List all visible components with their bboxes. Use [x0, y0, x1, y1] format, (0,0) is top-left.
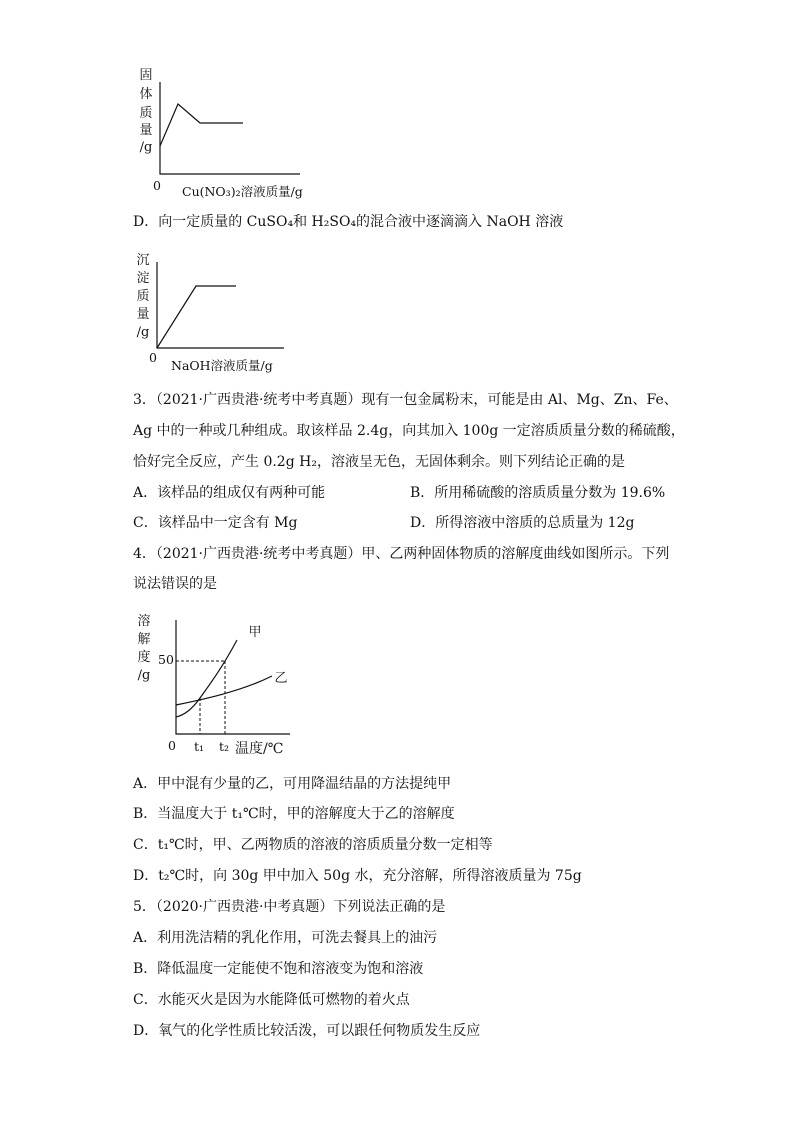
q4-line-1: 4．（2021·广西贵港·统考中考真题）甲、乙两种固体物质的溶解度曲线如图所示。下列 [133, 546, 670, 562]
chart-curve-jia [176, 640, 237, 717]
chart-x-label: 温度/℃ [235, 741, 284, 757]
graph1-y-label-5: /g [139, 140, 153, 155]
chart-y-label-2: 解 [137, 632, 151, 647]
q5-option-c: C．水能灭火是因为水能降低可燃物的着火点 [133, 992, 410, 1008]
q3-line-2: Ag 中的一种或几种组成。取该样品 2.4g，向其加入 100g 一定溶质质量分数的稀硫酸， [133, 423, 685, 439]
graph1-x-label: Cu(NO₃)₂溶液质量/g [182, 184, 303, 199]
q3-option-c: C．该样品中一定含有 Mg [133, 515, 298, 531]
q4-option-a: A．甲中混有少量的乙，可用降温结晶的方法提纯甲 [133, 776, 452, 792]
q3-option-b: B．所用稀硫酸的溶质质量分数为 19.6% [410, 485, 666, 501]
option-d-prev-question: D．向一定质量的 CuSO₄和 H₂SO₄的混合液中逐滴滴入 NaOH 溶液 [133, 214, 564, 230]
q5-option-d: D．氧气的化学性质比较活泼，可以跟任何物质发生反应 [133, 1023, 481, 1039]
chart-y-label-1: 溶 [137, 614, 151, 629]
chart-origin: 0 [168, 738, 176, 753]
graph2-y-label-1: 沉 [136, 253, 150, 268]
graph2-y-label-2: 淀 [136, 271, 150, 286]
chart-y-tick-50: 50 [158, 652, 174, 667]
q3-option-d: D．所得溶液中溶质的总质量为 12g [410, 515, 635, 531]
graph1-origin: 0 [153, 178, 161, 193]
q4-option-b: B．当温度大于 t₁℃时，甲的溶解度大于乙的溶解度 [133, 806, 455, 822]
q5-line: 5．（2020·广西贵港·中考真题）下列说法正确的是 [133, 899, 446, 915]
graph2-origin: 0 [149, 350, 157, 365]
q4-option-c: C．t₁℃时，甲、乙两物质的溶液的溶质质量分数一定相等 [133, 837, 493, 853]
q3-line-3: 恰好完全反应，产生 0.2g H₂，溶液呈无色，无固体剩余。则下列结论正确的是 [133, 454, 625, 470]
graph2-y-label-4: 量 [136, 307, 150, 322]
graph2-y-label-5: /g [136, 325, 150, 340]
graph2-y-label-3: 质 [136, 289, 150, 304]
chart-tick-t1: t₁ [194, 739, 205, 754]
q4-option-d: D．t₂℃时，向 30g 甲中加入 50g 水，充分溶解，所得溶液质量为 75g [133, 868, 582, 884]
q3-line-1: 3．（2021·广西贵港·统考中考真题）现有一包金属粉末，可能是由 Al、Mg、Zn、Fe、 [133, 392, 678, 408]
graph1-y-label-2: 体 [139, 87, 153, 102]
graph1-y-label-4: 量 [139, 123, 153, 138]
chart-series-yi-label: 乙 [274, 671, 288, 686]
graph2-x-label: NaOH溶液质量/g [171, 358, 273, 373]
chart-curve-yi [176, 676, 272, 705]
q3-option-a: A．该样品的组成仅有两种可能 [133, 485, 326, 501]
chart-y-label-4: /g [137, 668, 151, 683]
q4-line-2: 说法错误的是 [133, 576, 217, 592]
q5-option-b: B．降低温度一定能使不饱和溶液变为饱和溶液 [133, 961, 424, 977]
graph1-y-label-1: 固 [139, 68, 153, 83]
graph1-y-label-3: 质 [139, 106, 153, 121]
chart-series-jia-label: 甲 [248, 625, 262, 640]
chart-tick-t2: t₂ [219, 739, 230, 754]
chart-y-label-3: 度 [137, 650, 151, 665]
q5-option-a: A．利用洗洁精的乳化作用，可洗去餐具上的油污 [133, 930, 438, 946]
